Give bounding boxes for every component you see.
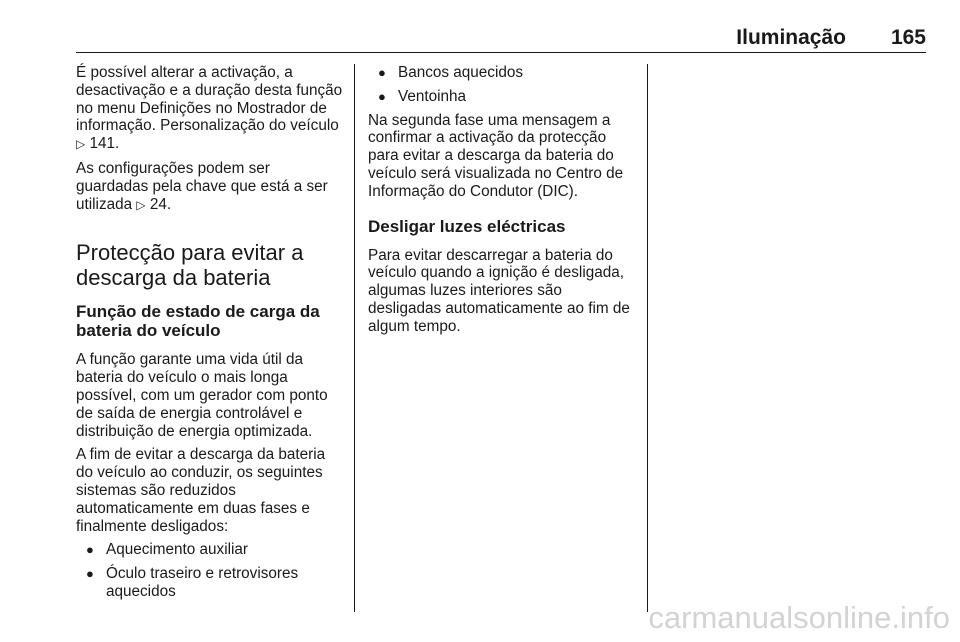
paragraph: As configurações podem ser guardadas pela chave que está a ser utilizada ▷ 24. bbox=[76, 159, 328, 213]
list-item: ● Bancos aquecidos bbox=[378, 64, 524, 81]
column-divider bbox=[647, 64, 648, 612]
paragraph: A fim de evitar a descarga da bateria do veículo ao conduzir, os seguintes sistemas são reduzidos automaticamente em duas fases e finalmente desligados: bbox=[76, 446, 326, 535]
column-divider bbox=[354, 64, 355, 612]
page-ref-link[interactable]: 141 bbox=[89, 135, 116, 153]
bullet-icon: ● bbox=[378, 88, 386, 104]
section-title: Iluminação bbox=[736, 26, 846, 49]
list-item: ● Óculo traseiro e retrovisores aquecidos bbox=[86, 565, 299, 600]
section-heading: Protecção para evitar a descarga da bateria bbox=[76, 240, 304, 291]
page-ref-icon: ▷ bbox=[136, 197, 146, 212]
page-ref-link[interactable]: 24 bbox=[149, 195, 167, 213]
page-ref-icon: ▷ bbox=[76, 137, 86, 152]
watermark: carmanualsonline.info bbox=[648, 600, 950, 635]
list-item: ● Ventoinha bbox=[378, 87, 467, 105]
paragraph: Para evitar descarregar a bateria do veículo quando a ignição é desligada, algumas luzes interiores são desligadas automaticamente ao fim de algum tempo. bbox=[368, 246, 630, 335]
bullet-list bbox=[76, 541, 344, 600]
bullet-list bbox=[368, 64, 636, 106]
paragraph: A função garante uma vida útil da bateria do veículo o mais longa possível, com um gerador com ponto de saída de energia controlável e distribuição de energia optimizada. bbox=[76, 351, 328, 440]
bullet-icon: ● bbox=[86, 542, 94, 558]
bullet-icon: ● bbox=[378, 65, 386, 80]
subsection-heading: Função de estado de carga da bateria do veículo bbox=[76, 302, 320, 341]
paragraph: É possível alterar a activação, a desactivação e a duração desta função no menu Definições no Mostrador de informação. Personalização do veículo ▷ 141. bbox=[76, 64, 343, 153]
bullet-icon: ● bbox=[86, 566, 94, 582]
left-column bbox=[76, 64, 344, 607]
list-item: ● Aquecimento auxiliar bbox=[86, 541, 248, 559]
page-number: 165 bbox=[890, 26, 926, 49]
page-header bbox=[76, 26, 926, 53]
subsection-heading: Desligar luzes eléctricas bbox=[368, 216, 566, 236]
middle-column bbox=[368, 64, 636, 342]
paragraph: Na segunda fase uma mensagem a confirmar a activação da protecção para evitar a descarga da bateria do veículo será visualizada no Centro de Informação do Condutor (DIC). bbox=[368, 111, 624, 200]
